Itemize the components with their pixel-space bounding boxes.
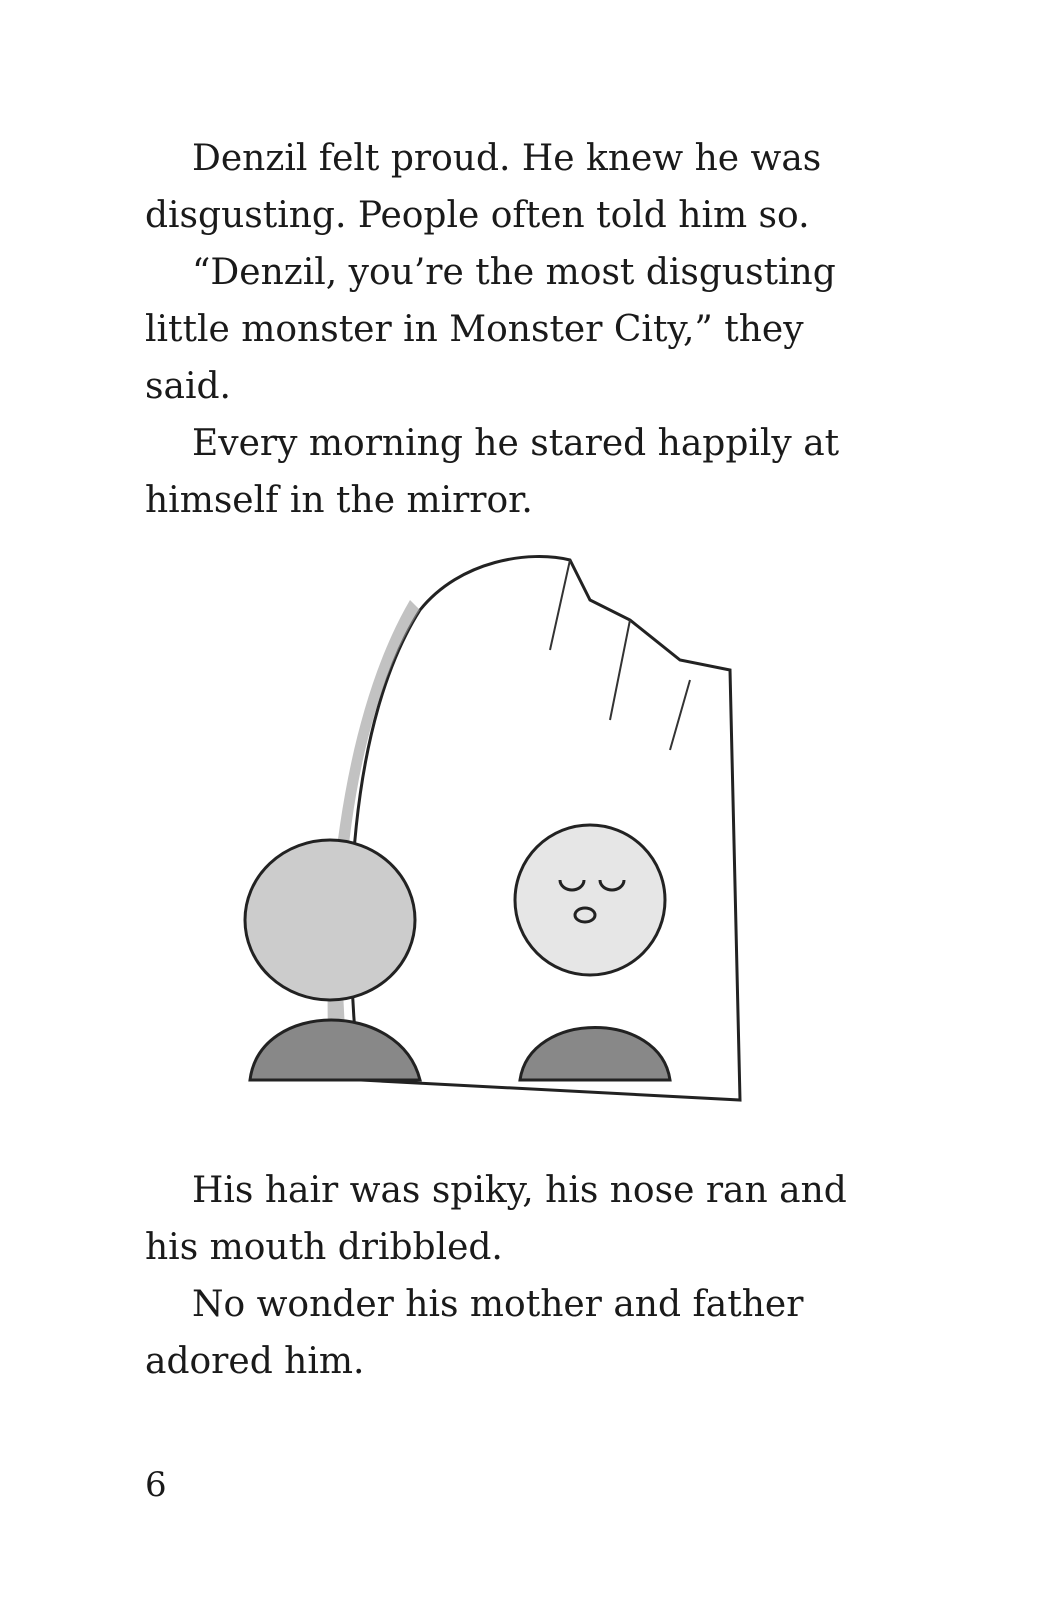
paragraph [145,1276,885,1390]
paragraph [145,415,885,529]
paragraph-text: “Denzil, you’re the most disgusting little monster in Monster City,” they said. [145,252,836,407]
paragraph-text: Denzil felt proud. He knew he was disgusting. People often told him so. [145,138,822,236]
monster-head-back [245,840,415,1000]
paragraph-text: No wonder his mother and father adored him. [145,1284,804,1382]
illustration-monster-mirror [150,520,870,1160]
reflection-face [515,825,665,975]
paragraph [145,1162,885,1276]
paragraph-text: Every morning he stared happily at himself in the mirror. [145,423,840,521]
page-number: 6 [145,1465,167,1505]
mirror [351,557,740,1100]
paragraph [145,130,885,244]
paragraph [145,244,885,415]
paragraph-text: His hair was spiky, his nose ran and his mouth dribbled. [145,1170,847,1268]
